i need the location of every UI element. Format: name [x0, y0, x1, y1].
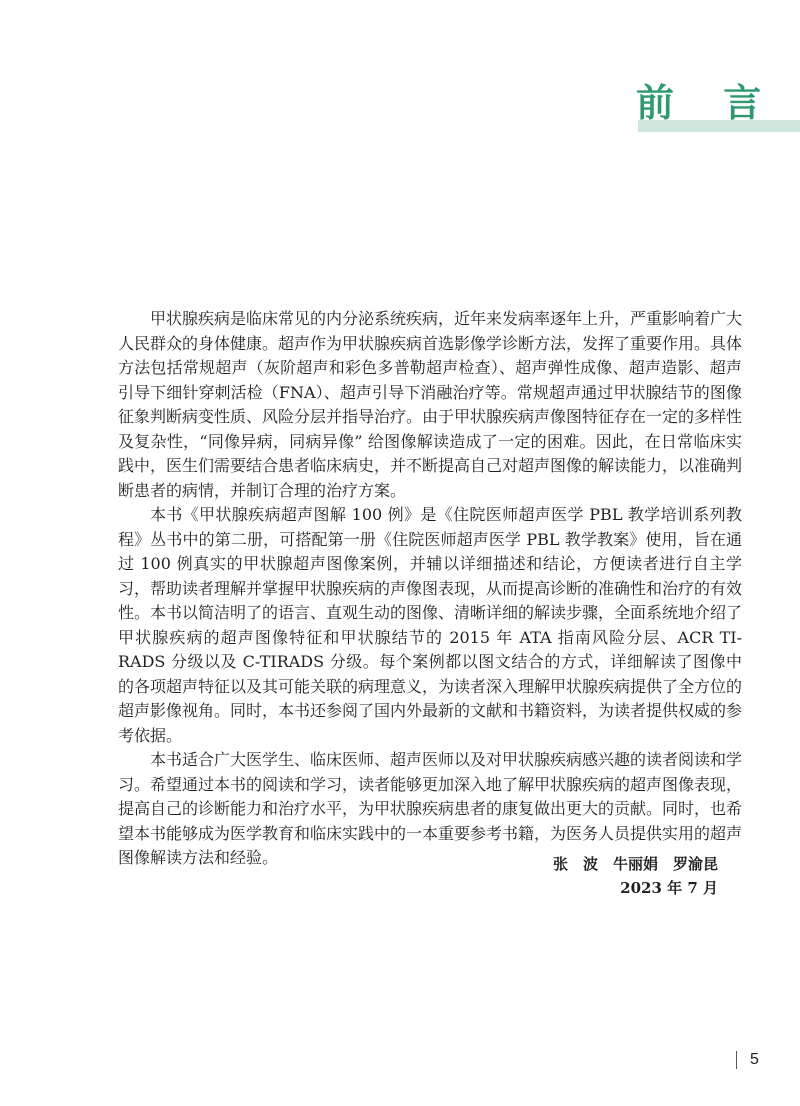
page-number-divider — [736, 1051, 737, 1069]
paragraph-3: 本书适合广大医学生、临床医师、超声医师以及对甲状腺疾病感兴趣的读者阅读和学习。希望通过本书的阅读和学习，读者能够更加深入地了解甲状腺疾病的超声图像表现，提高自己的诊断能力和治疗水平，为甲状腺疾病患者的康复做出更大的贡献。同时，也希望本书能够成为医学教育和临床实践中的一本重要参考书籍，为医务人员提供实用的超声图像解读方法和经验。 — [118, 750, 743, 867]
signature-date: 2023 年 7 月 — [620, 879, 718, 897]
page-number: 5 — [750, 1051, 759, 1068]
preface-body — [118, 307, 742, 871]
paragraph-2: 本书《甲状腺疾病超声图解 100 例》是《住院医师超声医学 PBL 教学培训系列教程》丛书中的第二册，可搭配第一册《住院医师超声医学 PBL 教学教案》使用，旨在通过 100 例真实的甲状腺超声图像案例，并辅以详细描述和结论，方便读者进行自主学习，帮助读者理解并掌握甲状腺疾病的声像图表现，从而提高诊断的准确性和治疗的有效性。本书以简洁明了的语言、直观生动的图像、清晰详细的解读步骤，全面系统地介绍了甲状腺疾病的超声图像特征和甲状腺结节的 2015 年 ATA 指南风险分层、ACR TI-RADS 分级以及 C-TIRADS 分级。每个案例都以图文结合的方式，详细解读了图像中的各项超声特征以及其可能关联的病理意义，为读者深入理解甲状腺疾病提供了全方位的超声影像视角。同时，本书还参阅了国内外最新的文献和书籍资料，为读者提供权威的参考依据。 — [118, 505, 743, 745]
signature-authors: 张 波 牛丽娟 罗渝昆 — [552, 855, 718, 873]
page-title: 前 言 — [636, 80, 780, 125]
paragraph-1: 甲状腺疾病是临床常见的内分泌系统疾病，近年来发病率逐年上升，严重影响着广大人民群众的身体健康。超声作为甲状腺疾病首选影像学诊断方法，发挥了重要作用。具体方法包括常规超声（灰阶超声和彩色多普勒超声检查）、超声弹性成像、超声造影、超声引导下细针穿刺活检（FNA）、超声引导下消融治疗等。常规超声通过甲状腺结节的图像征象判断病变性质、风险分层并指导治疗。由于甲状腺疾病声像图特征存在一定的多样性及复杂性，“同像异病，同病异像” 给图像解读造成了一定的困难。因此，在日常临床实践中，医生们需要结合患者临床病史，并不断提高自己对超声图像的解读能力，以准确判断患者的病情，并制订合理的治疗方案。 — [118, 309, 743, 500]
